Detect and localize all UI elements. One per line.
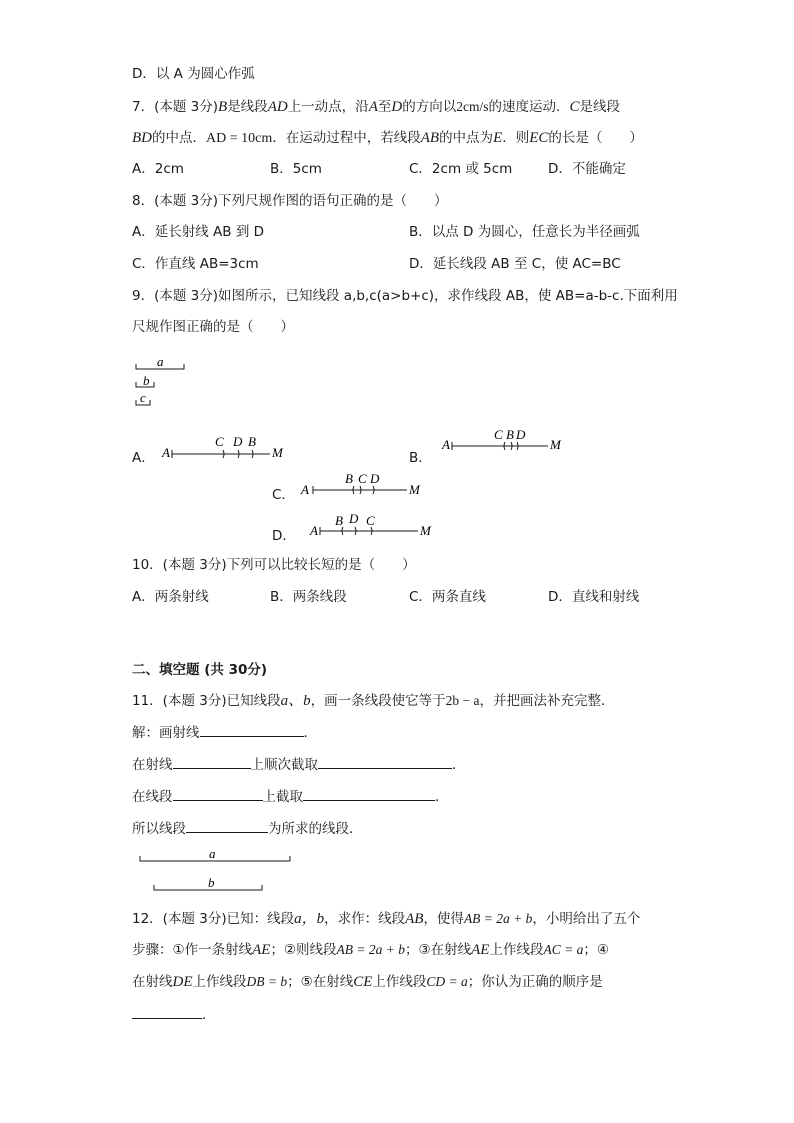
q10-option-b[interactable]: B．两条线段 — [270, 589, 347, 605]
section-title: 二、填空题 (共 30分) — [132, 662, 268, 678]
q11-blank-5[interactable] — [303, 786, 435, 801]
fig-d-label-D: D — [349, 511, 359, 526]
q11-line4: 所以线段 为所求的线段． — [132, 818, 363, 839]
q9-option-d[interactable]: D． — [272, 528, 296, 544]
q8-option-a[interactable]: A．延长射线 AB 到 D — [132, 224, 265, 240]
seg-label-b: b — [143, 373, 150, 388]
fig-d-label-A: A — [310, 523, 318, 538]
q11-blank-3[interactable] — [318, 754, 452, 769]
seg-label-a: a — [157, 354, 164, 369]
q12-answer-blank[interactable] — [132, 1004, 202, 1019]
q9-stem-line1: 9．(本题 3分)如图所示，已知线段 a,b,c(a>b+c)，求作线段 AB，使 AB=a-b-c.下面利用 — [132, 288, 678, 304]
q12-line3: 在射线DE上作线段DB = b；⑤在射线CE上作线段CD = a；你认为正确的顺序是 — [132, 974, 603, 990]
q11-line1: 解：画射线 ． — [132, 722, 317, 743]
fig-b-label-B: B — [506, 427, 514, 442]
q10-option-d[interactable]: D．直线和射线 — [548, 589, 640, 605]
q10-option-c[interactable]: C．两条直线 — [409, 589, 486, 605]
q12-line4: ． — [132, 1004, 216, 1025]
q7-option-c[interactable]: C．2cm 或 5cm — [409, 161, 513, 177]
q12-line2: 步骤：①作一条射线AE；②则线段AB = 2a + b；③在射线AE上作线段AC = a；④ — [132, 942, 609, 958]
q9-option-c[interactable]: C． — [272, 487, 295, 503]
q7-option-a[interactable]: A．2cm — [132, 161, 184, 177]
q9-figure-c — [297, 468, 437, 504]
fig-c-label-C: C — [358, 471, 367, 486]
fig-d-label-C: C — [366, 513, 375, 528]
fig-a-label-A: A — [162, 445, 170, 460]
q8-option-d[interactable]: D．延长线段 AB 至 C，使 AC=BC — [409, 256, 621, 272]
fig-c-label-A: A — [301, 482, 309, 497]
fig-d-label-M: M — [420, 523, 431, 538]
q11-line3: 在线段 上截取 ． — [132, 786, 449, 807]
q8-stem: 8．(本题 3分)下列尺规作图的语句正确的是（ ） — [132, 193, 448, 209]
q7-option-d[interactable]: D．不能确定 — [548, 161, 626, 177]
fig-b-label-C: C — [494, 427, 503, 442]
q11-blank-2[interactable] — [173, 754, 251, 769]
q7-stem-line1: 7．(本题 3分)B是线段AD上一动点，沿A至D的方向以2cm/s的速度运动．C是线段 — [132, 99, 620, 115]
fig-a-label-M: M — [272, 445, 283, 460]
fig-c-label-D: D — [370, 471, 380, 486]
q9-figure-d — [306, 510, 446, 546]
q9-figure-a — [158, 430, 298, 466]
q7-stem-line2: BD的中点．AD = 10cm．在运动过程中，若线段AB的中点为E．则EC的长是（ ） — [132, 130, 643, 146]
fig-c-label-B: B — [345, 471, 353, 486]
q9-figure-b — [436, 424, 576, 460]
q10-option-a[interactable]: A．两条射线 — [132, 589, 209, 605]
seg-label-c: c — [140, 390, 146, 405]
fig-b-label-M: M — [550, 437, 561, 452]
fig-b-label-D: D — [516, 427, 526, 442]
q6-option-d: D．以 A 为圆心作弧 — [132, 66, 255, 82]
q11-line2: 在射线 上顺次截取 ． — [132, 754, 466, 775]
fig-a-label-C: C — [215, 434, 224, 449]
q9-given-segments — [130, 350, 200, 410]
q11-seg-label-a: a — [209, 846, 216, 861]
q11-blank-4[interactable] — [173, 786, 263, 801]
q11-blank-1[interactable] — [200, 722, 304, 737]
q7-option-b[interactable]: B．5cm — [270, 161, 322, 177]
q9-stem-line2: 尺规作图正确的是（ ） — [132, 319, 294, 335]
q11-given-segments — [132, 842, 302, 898]
fig-d-label-B: B — [335, 513, 343, 528]
fig-a-label-D: D — [233, 434, 243, 449]
q11-stem: 11．(本题 3分)已知线段a、b，画一条线段使它等于2b − a，并把画法补充完整． — [132, 693, 615, 709]
fig-c-label-M: M — [409, 482, 420, 497]
q9-option-a[interactable]: A． — [132, 450, 155, 466]
q9-option-b[interactable]: B． — [409, 450, 432, 466]
q8-option-b[interactable]: B．以点 D 为圆心，任意长为半径画弧 — [409, 224, 640, 240]
q10-stem: 10．(本题 3分)下列可以比较长短的是（ ） — [132, 557, 416, 573]
q12-line1: 12．(本题 3分)已知：线段a，b，求作：线段AB，使得AB = 2a + b，小明给出了五个 — [132, 911, 641, 927]
q11-seg-label-b: b — [208, 875, 215, 890]
fig-b-label-A: A — [442, 437, 450, 452]
fig-a-label-B: B — [248, 434, 256, 449]
q11-blank-6[interactable] — [186, 818, 268, 833]
q8-option-c[interactable]: C．作直线 AB=3cm — [132, 256, 259, 272]
